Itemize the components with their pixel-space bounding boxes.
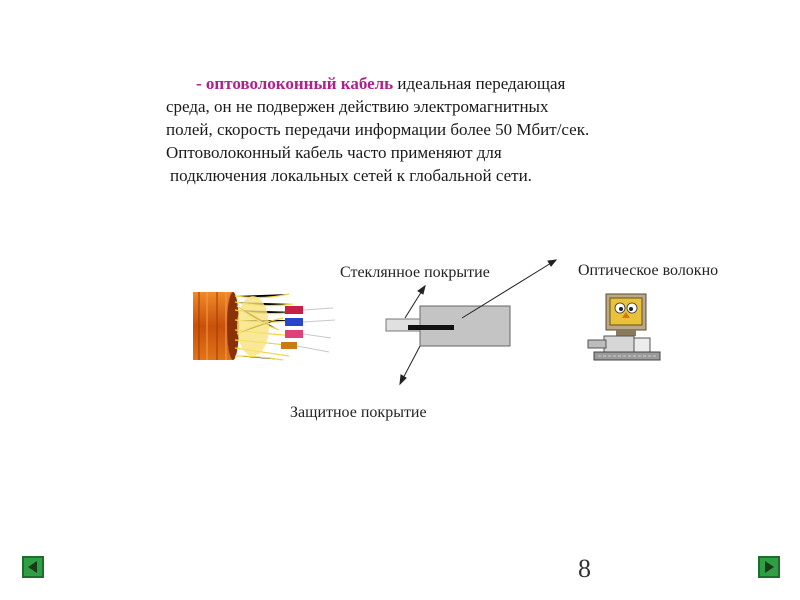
previous-slide-button[interactable] xyxy=(22,556,44,578)
fiber-cable-image xyxy=(193,290,343,362)
paragraph-line-4: Оптоволоконный кабель часто применяют для xyxy=(166,143,502,162)
fiber-core-shape xyxy=(408,325,454,330)
next-slide-button[interactable] xyxy=(758,556,780,578)
page-number: 8 xyxy=(578,554,591,583)
paragraph-line-5: подключения локальных сетей к глобальной сети. xyxy=(170,166,532,185)
paragraph-line-2: среда, он не подвержен действию электромагнитных xyxy=(166,97,549,116)
glass-coating-label: Стеклянное покрытие xyxy=(340,264,490,281)
triangle-right-icon xyxy=(763,561,775,573)
optical-fiber-label: Оптическое волокно xyxy=(578,262,719,279)
line1-rest: идеальная передающая xyxy=(393,74,566,93)
term-highlight: оптоволоконный кабель xyxy=(205,74,394,93)
protective-coating-label: Защитное покрытие xyxy=(290,404,427,421)
dash: - xyxy=(196,74,202,93)
triangle-left-icon xyxy=(27,561,39,573)
description-paragraph xyxy=(166,72,726,187)
paragraph-line-1 xyxy=(166,72,726,95)
paragraph-line-3: полей, скорость передачи информации более 50 Мбит/сек. xyxy=(166,120,590,139)
computer-character-image xyxy=(586,292,666,362)
